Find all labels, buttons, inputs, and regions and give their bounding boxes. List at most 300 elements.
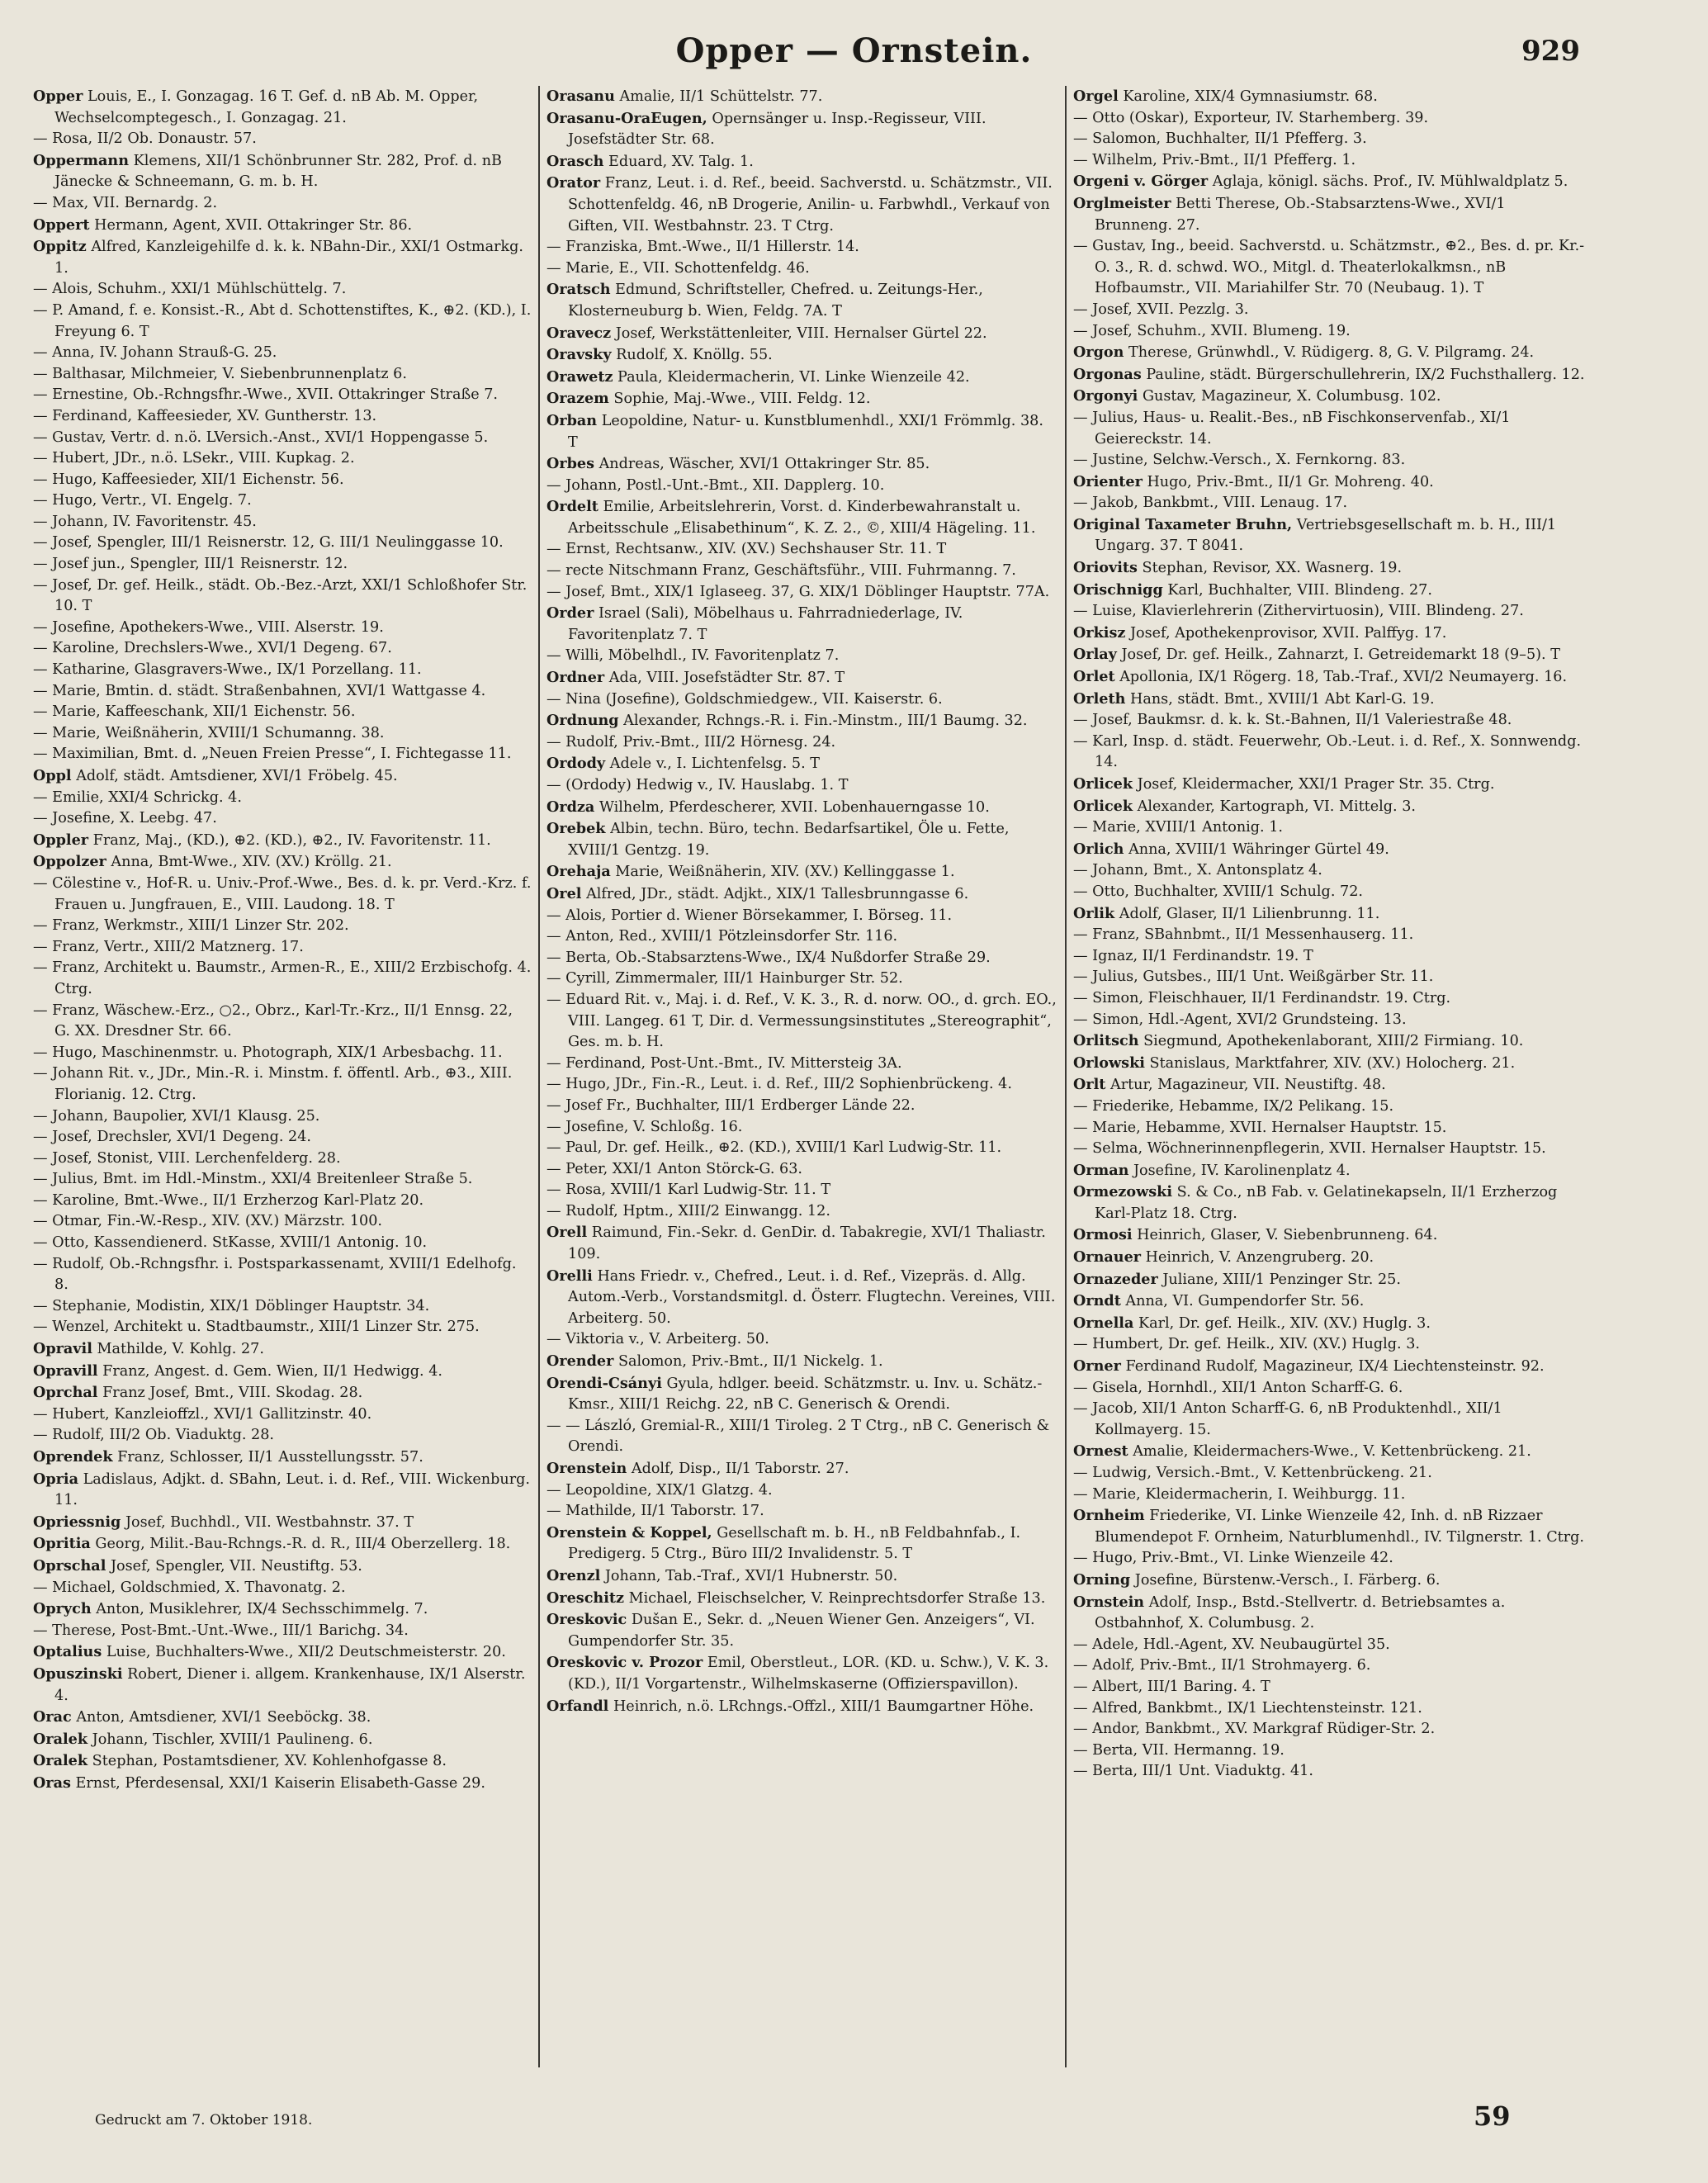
directory-entry [546, 990, 1057, 1054]
entry-text: — Rosa, XVIII/1 Karl Ludwig-Str. 11. T [546, 1181, 831, 1199]
directory-entry [1073, 1548, 1585, 1570]
entry-text: Anna, Bmt-Wwe., XIV. (XV.) Kröllg. 21. [111, 854, 392, 871]
entry-text: — Nina (Josefine), Goldschmiedgew., VII. Kaiserstr. 6. [546, 690, 943, 708]
directory-entry [1073, 1740, 1585, 1762]
entry-text: — Rudolf, Hptm., XIII/2 Einwangg. 12. [546, 1202, 830, 1219]
entry-text: — Adele, Hdl.-Agent, XV. Neubaugürtel 35. [1073, 1636, 1390, 1653]
entry-text: — Berta, III/1 Unt. Viaduktg. 41. [1073, 1763, 1313, 1780]
entry-surname: Orlik [1073, 904, 1115, 922]
entry-text: Hans Friedr. v., Chefred., Leut. i. d. Ref., Vizepräs. d. Allg. Autom.-Verb., Vorstandsmitgl. d. Österr. Flugtechn. Vereines, VIII. Arbeiterg. 50. [568, 1267, 1056, 1327]
entry-surname: Orator [546, 174, 601, 192]
directory-entry [33, 1127, 532, 1148]
directory-entry [33, 1469, 532, 1512]
directory-entry [546, 496, 1057, 539]
directory-entry [33, 428, 532, 449]
entry-surname: Orfandl [546, 1697, 609, 1715]
entry-surname: Ornheim [1073, 1507, 1145, 1525]
directory-entry [33, 830, 532, 852]
directory-entry [546, 646, 1057, 667]
directory-entry [546, 388, 1057, 410]
directory-entry [33, 638, 532, 660]
entry-surname: Oralek [33, 1752, 88, 1770]
directory-entry [1073, 1719, 1585, 1740]
entry-surname: Oprchal [33, 1384, 98, 1402]
entry-text: — Josef, XVII. Pezzlg. 3. [1073, 301, 1249, 318]
entry-text: — Wilhelm, Priv.-Bmt., II/1 Pfefferg. 1. [1073, 151, 1356, 168]
entry-text: — Anna, IV. Johann Strauß-G. 25. [33, 344, 277, 362]
entry-text: Israel (Sali), Möbelhaus u. Fahrradniederlage, IV. Favoritenplatz 7. T [568, 605, 963, 643]
directory-entry [1073, 644, 1585, 666]
entry-text: Betti Therese, Ob.-Stabsarztens-Wwe., XVI/1 Brunneng. 27. [1095, 195, 1506, 234]
entry-text: Michael, Fleischselcher, V. Reinprechtsdorfer Straße 13. [628, 1589, 1046, 1607]
entry-text: — Hugo, JDr., Fin.-R., Leut. i. d. Ref., III/2 Sophienbrückeng. 4. [546, 1076, 1012, 1093]
entry-text: — Alois, Schuhm., XXI/1 Mühlschüttelg. 7. [33, 281, 347, 298]
entry-text: Klemens, XII/1 Schönbrunner Str. 282, Prof. d. nB Jänecke & Schneemann, G. m. b. H. [54, 152, 502, 191]
entry-text: — P. Amand, f. e. Konsist.-R., Abt d. Schottenstiftes, K., ⊕2. (KD.), I. Freyung 6. T [33, 301, 532, 340]
entry-text: Franz, Angest. d. Gem. Wien, II/1 Hedwigg. 4. [102, 1362, 442, 1380]
directory-entry [1073, 1313, 1585, 1335]
directory-entry [33, 1556, 532, 1578]
entry-text: Amalie, Kleidermachers-Wwe., V. Kettenbrückeng. 21. [1133, 1443, 1531, 1461]
directory-entry [33, 575, 532, 618]
entry-text: Franz, Leut. i. d. Ref., beeid. Sachverstd. u. Schätzmstr., VII. Schottenfeldg. 46, nB Drogerie, Anilin- u. Farbwhdl., Verkauf von Giften, VII. Westbahnstr. 23. T Ctrg. [568, 175, 1053, 234]
directory-entry [33, 364, 532, 386]
entry-surname: Original Taxameter Bruhn, [1073, 515, 1293, 533]
directory-entry [33, 1191, 532, 1212]
entry-surname: Orawetz [546, 367, 613, 386]
entry-text: Stephan, Postamtsdiener, XV. Kohlenhofgasse 8. [92, 1753, 447, 1770]
directory-entry [546, 173, 1057, 237]
directory-entry [546, 1222, 1057, 1265]
entry-text: — Otmar, Fin.-W.-Resp., XIV. (XV.) Märzstr. 100. [33, 1213, 383, 1230]
entry-text: Gustav, Magazineur, X. Columbusg. 102. [1142, 388, 1441, 405]
directory-entry [546, 732, 1057, 754]
entry-surname: Orazem [546, 390, 609, 408]
entry-text: — Gustav, Vertr. d. n.ö. LVersich.-Anst., XVI/1 Hoppengasse 5. [33, 429, 489, 446]
entry-surname: Orischnigg [1073, 580, 1163, 599]
entry-text: — Franz, Werkmstr., XIII/1 Linzer Str. 202. [33, 917, 349, 935]
entry-text: Louis, E., I. Gonzagag. 16 T. Gef. d. nB Ab. M. Opper, Wechselcomptegesch., I. Gonzagag. 21. [54, 88, 479, 126]
directory-entry [546, 1351, 1057, 1373]
entry-text: — Rosa, II/2 Ob. Donaustr. 57. [33, 130, 257, 148]
entry-surname: Orenstein & Koppel, [546, 1523, 712, 1541]
entry-surname: Orenstein [546, 1460, 627, 1477]
entry-text: — Simon, Fleischhauer, II/1 Ferdinandstr. 19. Ctrg. [1073, 989, 1451, 1006]
entry-text: Edmund, Schriftsteller, Chefred. u. Zeitungs-Her., Klosterneuburg b. Wien, Feldg. 7A. T [568, 282, 983, 320]
entry-text: Artur, Magazineur, VII. Neustiftg. 48. [1110, 1077, 1386, 1094]
entry-text: — Anton, Red., XVIII/1 Pötzleinsdorfer Str. 116. [546, 928, 898, 945]
entry-text: Hermann, Agent, XVII. Ottakringer Str. 86. [94, 216, 413, 234]
entry-text: Rudolf, X. Knöllg. 55. [616, 347, 773, 364]
entry-text: — Franz, Vertr., XIII/2 Matznerg. 17. [33, 938, 304, 955]
directory-entry [33, 1382, 532, 1404]
directory-entry [1073, 946, 1585, 968]
entry-surname: Orman [1073, 1161, 1129, 1179]
directory-entry [33, 343, 532, 364]
entry-surname: Orelli [546, 1267, 593, 1285]
entry-text: — Rudolf, III/2 Ob. Viaduktg. 28. [33, 1427, 275, 1444]
directory-entry [1073, 1118, 1585, 1139]
entry-text: Johann, Tab.-Traf., XVI/1 Hubnerstr. 50. [604, 1567, 898, 1584]
directory-entry [546, 151, 1057, 173]
directory-entry [1073, 1399, 1585, 1441]
directory-entry [546, 108, 1057, 151]
directory-entry [546, 883, 1057, 906]
entry-text: — Luise, Klavierlehrerin (Zithervirtuosin), VIII. Blindeng. 27. [1073, 603, 1524, 620]
directory-entry [1073, 1441, 1585, 1463]
directory-entry [33, 129, 532, 150]
entry-text: Hans, städt. Bmt., XVIII/1 Abt Karl-G. 19. [1130, 690, 1435, 708]
entry-text: Ferdinand Rudolf, Magazineur, IX/4 Liechtensteinstr. 92. [1125, 1358, 1545, 1376]
directory-entry [33, 533, 532, 554]
directory-entry [1073, 408, 1585, 450]
directory-entry [1073, 386, 1585, 408]
entry-surname: Orlowski [1073, 1054, 1145, 1072]
entry-text: — Rudolf, Ob.-Rchngsfhr. i. Postsparkassenamt, XVIII/1 Edelhofg. 8. [33, 1255, 517, 1294]
entry-text: — Julius, Haus- u. Realit.-Bes., nB Fischkonservenfab., XI/1 Geiereckstr. 14. [1073, 409, 1511, 447]
directory-entry [546, 775, 1057, 797]
directory-entry [546, 344, 1057, 367]
entry-text: Adolf, Disp., II/1 Taborstr. 27. [631, 1461, 849, 1477]
entry-text: — Balthasar, Milchmeier, V. Siebenbrunnenplatz 6. [33, 365, 407, 382]
entry-text: Georg, Milit.-Bau-Rchngs.-R. d. R., III/4 Oberzellerg. 18. [95, 1536, 511, 1553]
entry-text: Dušan E., Sekr. d. „Neuen Wiener Gen. Anzeigers“, VI. Gumpendorfer Str. 35. [568, 1612, 1035, 1650]
directory-entry [33, 1211, 532, 1233]
entry-text: — Hubert, JDr., n.ö. LSekr., VIII. Kupkag. 2. [33, 450, 355, 467]
entry-surname: Orlich [1073, 840, 1124, 858]
directory-entry [546, 1180, 1057, 1201]
entry-text: — Justine, Selchw.-Versch., X. Fernkorng. 83. [1073, 452, 1406, 469]
entry-text: Josef, Werkstättenleiter, VIII. Hernalser Gürtel 22. [615, 324, 987, 342]
entry-text: Salomon, Priv.-Bmt., II/1 Nickelg. 1. [617, 1353, 883, 1371]
directory-entry [33, 1317, 532, 1338]
entry-text: Josef, Buchhdl., VII. Westbahnstr. 37. T [125, 1513, 414, 1531]
entry-surname: Oppl [33, 767, 72, 784]
directory-entry [33, 279, 532, 301]
column-divider [538, 86, 540, 2067]
entry-text: Heinrich, V. Anzengruberg. 20. [1145, 1249, 1374, 1267]
directory-entry [546, 561, 1057, 582]
directory-entry [1073, 601, 1585, 623]
directory-entry [1073, 108, 1585, 130]
directory-entry [1073, 623, 1585, 645]
entry-text: — Marie, Weißnäherin, XVIII/1 Schumanng. 38. [33, 724, 385, 741]
directory-entry [33, 1425, 532, 1447]
entry-text: Adolf, städt. Amtsdiener, XVI/1 Fröbelg. 45. [76, 768, 398, 784]
directory-entry [33, 1447, 532, 1469]
entry-text: — Marie, Hebamme, XVII. Hernalser Hauptstr. 15. [1073, 1119, 1447, 1136]
entry-surname: Oppert [33, 215, 90, 234]
entry-text: — Rudolf, Priv.-Bmt., III/2 Hörnesg. 24. [546, 733, 836, 751]
entry-text: — Josefine, V. Schloßg. 16. [546, 1118, 743, 1135]
directory-entry [1073, 557, 1585, 580]
directory-entry [33, 1773, 532, 1795]
directory-entry [546, 367, 1057, 389]
directory-entry [1073, 1247, 1585, 1269]
entry-text: Heinrich, Glaser, V. Siebenbrunneng. 64. [1137, 1227, 1438, 1244]
entry-text: — Josef, Stonist, VIII. Lerchenfelderg. 28. [33, 1149, 341, 1167]
entry-text: — Humbert, Dr. gef. Heilk., XIV. (XV.) Huglg. 3. [1073, 1336, 1420, 1353]
entry-text: — Viktoria v., V. Arbeiterg. 50. [546, 1331, 769, 1348]
directory-entry [546, 1522, 1057, 1565]
entry-surname: Orkisz [1073, 623, 1126, 642]
entry-text: Karl, Buchhalter, VIII. Blindeng. 27. [1167, 581, 1432, 599]
print-date: Gedruckt am 7. Oktober 1918. [95, 2112, 313, 2129]
directory-entry [33, 1338, 532, 1361]
entry-text: — Josef Fr., Buchhalter, III/1 Erdberger Lände 22. [546, 1096, 916, 1114]
entry-surname: Ornstein [1073, 1593, 1145, 1611]
directory-entry [546, 710, 1057, 732]
entry-surname: Orehaja [546, 863, 611, 881]
directory-entry [546, 237, 1057, 258]
directory-entry [33, 660, 532, 681]
entry-surname: Oriovits [1073, 559, 1138, 577]
entry-text: — Leopoldine, XIX/1 Glatzg. 4. [546, 1481, 773, 1499]
directory-entry [1073, 1053, 1585, 1075]
entry-text: Alexander, Rchngs.-R. i. Fin.-Minstm., III/1 Baumg. 32. [623, 713, 1028, 730]
entry-surname: Orasanu [546, 88, 615, 105]
entry-text: — Hugo, Kaffeesieder, XII/1 Eichenstr. 56. [33, 471, 344, 488]
directory-entry [1073, 988, 1585, 1010]
directory-entry [33, 874, 532, 916]
directory-entry [33, 1001, 532, 1043]
entry-surname: Oppler [33, 831, 89, 849]
entry-text: — Josef, Baukmsr. d. k. k. St.-Bahnen, II/1 Valeriestraße 48. [1073, 712, 1512, 729]
entry-text: Andreas, Wäscher, XVI/1 Ottakringer Str. 85. [599, 456, 930, 473]
entry-surname: Orner [1073, 1357, 1121, 1376]
entry-text: — Josef, Bmt., XIX/1 Iglaseeg. 37, G. XIX/1 Döblinger Hauptstr. 77A. [546, 583, 1050, 600]
entry-text: S. & Co., nB Fab. v. Gelatinekapseln, II/1 Erzherzog Karl-Platz 18. Ctrg. [1095, 1184, 1558, 1222]
entry-text: — Josef, Schuhm., XVII. Blumeng. 19. [1073, 322, 1351, 339]
entry-text: Franz, Schlosser, II/1 Ausstellungsstr. 57. [117, 1449, 423, 1466]
entry-text: — Josef, Spengler, III/1 Reisnerstr. 12, G. III/1 Neulinggasse 10. [33, 534, 504, 552]
directory-entry [33, 1106, 532, 1128]
page-footer [0, 2100, 1708, 2158]
directory-entry [1073, 1181, 1585, 1224]
directory-entry [33, 215, 532, 237]
entry-surname: Ornella [1073, 1314, 1134, 1332]
entry-surname: Orebek [546, 820, 606, 838]
entry-text: Gesellschaft m. b. H., nB Feldbahnfab., I. Predigerg. 5 Ctrg., Büro III/2 Invalidenstr. 5. T [568, 1524, 1021, 1563]
directory-entry [33, 406, 532, 428]
directory-entry [1073, 514, 1585, 557]
entry-text: Josef, Spengler, VII. Neustiftg. 53. [110, 1557, 362, 1575]
entry-text: — Willi, Möbelhdl., IV. Favoritenplatz 7. [546, 647, 840, 665]
entry-surname: Oprschal [33, 1556, 106, 1575]
directory-entry [546, 968, 1057, 990]
directory-entry [33, 301, 532, 343]
entry-text: — Gisela, Hornhdl., XII/1 Anton Scharff-G. 6. [1073, 1379, 1403, 1396]
entry-surname: Oppermann [33, 151, 129, 169]
directory-entry [546, 1329, 1057, 1351]
entry-text: — Katharine, Glasgravers-Wwe., IX/1 Porzellang. 11. [33, 661, 422, 679]
entry-text: — Otto, Kassendienerd. StKasse, XVIII/1 Antonig. 10. [33, 1234, 428, 1252]
entry-text: — — László, Gremial-R., XIII/1 Tiroleg. 2 T Ctrg., nB C. Generisch & Orendi. [546, 1417, 1050, 1456]
entry-text: Franz Josef, Bmt., VIII. Skodag. 28. [102, 1385, 363, 1402]
entry-surname: Ordza [546, 798, 595, 816]
entry-text: — Hugo, Vertr., VI. Engelg. 7. [33, 492, 252, 509]
entry-text: — Eduard Rit. v., Maj. i. d. Ref., V. K. 3., R. d. norw. OO., d. grch. EO., VIII. Langeg. 61 T, Dir. d. Vermessungsinstitutes „Stereographit“, Ges. m. b. H. [546, 991, 1057, 1051]
entry-text: Juliane, XIII/1 Penzinger Str. 25. [1162, 1271, 1401, 1288]
entry-text: — Andor, Bankbmt., XV. Markgraf Rüdiger-Str. 2. [1073, 1721, 1436, 1738]
entry-text: — Selma, Wöchnerinnenpflegerin, XVII. Hernalser Hauptstr. 15. [1073, 1140, 1546, 1158]
directory-entry [546, 926, 1057, 948]
directory-entry [33, 236, 532, 279]
entry-text: Josef, Kleidermacher, XXI/1 Prager Str. 35. Ctrg. [1137, 776, 1495, 793]
directory-entry [33, 1578, 532, 1599]
entry-surname: Orel [546, 884, 582, 902]
entry-text: Gyula, hdlger. beeid. Schätzmstr. u. Inv. u. Schätz.-Kmsr., XIII/1 Reichg. 22, nB C. Generisch & Orendi. [568, 1375, 1043, 1414]
entry-surname: Ordelt [546, 498, 599, 516]
directory-entry [33, 1233, 532, 1254]
entry-text: — Simon, Hdl.-Agent, XVI/2 Grundsteing. 13. [1073, 1011, 1407, 1028]
directory-entry [33, 193, 532, 215]
entry-text: — Marie, Kaffeeschank, XII/1 Eichenstr. 56. [33, 703, 356, 721]
entry-text: Anna, XVIII/1 Währinger Gürtel 49. [1128, 841, 1389, 858]
directory-entry [1073, 1074, 1585, 1096]
entry-text: — Johann, Postl.-Unt.-Bmt., XII. Dapplerg. 10. [546, 476, 885, 494]
entry-text: Vertriebsgesellschaft m. b. H., III/1 Ungarg. 37. T 8041. [1095, 516, 1557, 555]
directory-entry [546, 1696, 1057, 1718]
entry-surname: Optalius [33, 1643, 102, 1661]
directory-entry [546, 1588, 1057, 1610]
directory-entry [546, 1117, 1057, 1139]
directory-entry [33, 470, 532, 491]
entry-text: — Franz, Wäschew.-Erz., ○2., Obrz., Karl-Tr.-Krz., II/1 Ennsg. 22, G. XX. Dresdner Str. 66. [33, 1002, 513, 1040]
directory-entry [33, 1664, 532, 1707]
directory-entry [546, 1458, 1057, 1480]
entry-text: — Maximilian, Bmt. d. „Neuen Freien Presse“, I. Fichtegasse 11. [33, 746, 512, 763]
entry-text: Eduard, XV. Talg. 1. [608, 153, 754, 170]
directory-entry [1073, 1030, 1585, 1053]
entry-surname: Ormezowski [1073, 1183, 1173, 1201]
entry-text: Friederike, VI. Linke Wienzeile 42, Inh. d. nB Rizzaer Blumendepot F. Ornheim, Naturblumenhdl., IV. Tilgnerstr. 1. Ctrg. [1095, 1508, 1585, 1546]
entry-surname: Ordnung [546, 712, 619, 730]
entry-surname: Oprendek [33, 1448, 113, 1466]
directory-entry [33, 385, 532, 406]
entry-text: Therese, Grünwhdl., V. Rüdigerg. 8, G. V. Pilgramg. 24. [1128, 344, 1535, 362]
entry-text: Heinrich, n.ö. LRchngs.-Offzl., XIII/1 Baumgartner Höhe. [613, 1698, 1034, 1715]
entry-text: — Berta, VII. Hermanng. 19. [1073, 1741, 1285, 1759]
entry-text: Siegmund, Apothekenlaborant, XIII/2 Firmiang. 10. [1143, 1033, 1524, 1050]
directory-entry [546, 279, 1057, 322]
directory-entry [1073, 732, 1585, 774]
directory-entry [33, 916, 532, 937]
entry-text: — Emilie, XXI/4 Schrickg. 4. [33, 788, 242, 806]
entry-text: Karoline, XIX/4 Gymnasiumstr. 68. [1123, 88, 1378, 105]
entry-text: — Adolf, Priv.-Bmt., II/1 Strohmayerg. 6. [1073, 1657, 1371, 1674]
entry-text: — Mathilde, II/1 Taborstr. 17. [546, 1503, 764, 1520]
entry-text: — Berta, Ob.-Stabsarztens-Wwe., IX/4 Nußdorfer Straße 29. [546, 949, 991, 966]
entry-text: — Josefine, Apothekers-Wwe., VIII. Alserstr. 19. [33, 618, 384, 636]
entry-surname: Orleth [1073, 689, 1126, 708]
entry-surname: Ordody [546, 755, 606, 773]
directory-entry [1073, 839, 1585, 861]
entry-text: — Ludwig, Versich.-Bmt., V. Kettenbrückeng. 21. [1073, 1465, 1432, 1481]
directory-entry [33, 1750, 532, 1773]
directory-entry [1073, 129, 1585, 150]
entry-surname: Orenzl [546, 1566, 601, 1584]
directory-entry [1073, 364, 1585, 386]
entry-text: Adolf, Insp., Bstd.-Stellvertr. d. Betriebsamtes a. Ostbahnhof, X. Columbusg. 2. [1095, 1593, 1506, 1632]
directory-entry [546, 1201, 1057, 1223]
entry-text: — Marie, Kleidermacherin, I. Weihburgg. 11. [1073, 1485, 1406, 1503]
entry-surname: Orgeni v. Görger [1073, 173, 1209, 191]
directory-entry [1073, 493, 1585, 514]
entry-text: Anna, VI. Gumpendorfer Str. 56. [1125, 1293, 1365, 1310]
entry-surname: Opper [33, 88, 83, 105]
entry-surname: Orell [546, 1224, 588, 1242]
directory-entry [1073, 450, 1585, 471]
directory-entry [546, 258, 1057, 280]
directory-entry [546, 539, 1057, 561]
entry-text: — Marie, E., VII. Schottenfeldg. 46. [546, 259, 810, 277]
directory-entry [546, 1652, 1057, 1695]
directory-entry [1073, 1356, 1585, 1378]
entry-surname: Orndt [1073, 1292, 1121, 1310]
entry-text: Amalie, II/1 Schüttelstr. 77. [619, 88, 823, 105]
directory-entry [546, 1159, 1057, 1181]
entry-text: Alfred, JDr., städt. Adjkt., XIX/1 Tallesbrunngasse 6. [586, 885, 969, 902]
directory-entry [546, 582, 1057, 604]
entry-text: — Julius, Gutsbes., III/1 Unt. Weißgärber Str. 11. [1073, 968, 1434, 986]
directory-entry [546, 86, 1057, 108]
entry-text: Mathilde, V. Kohlg. 27. [97, 1341, 264, 1358]
entry-surname: Opravill [33, 1361, 98, 1380]
directory-entry [1073, 236, 1585, 300]
entry-surname: Orgon [1073, 343, 1124, 362]
entry-surname: Ordner [546, 669, 605, 687]
directory-entry [33, 765, 532, 788]
entry-text: — Franz, Architekt u. Baumstr., Armen-R., E., XIII/2 Erzbischofg. 4. Ctrg. [33, 959, 532, 997]
entry-text: Ernst, Pferdesensal, XXI/1 Kaiserin Elisabeth-Gasse 29. [75, 1774, 485, 1792]
directory-entry [33, 1148, 532, 1170]
directory-entry [546, 410, 1057, 453]
entry-surname: Opria [33, 1470, 78, 1488]
directory-entry [546, 603, 1057, 646]
entry-text: Leopoldine, Natur- u. Kunstblumenhdl., XXI/1 Frömmlg. 38. T [568, 412, 1043, 451]
entry-text: — Salomon, Buchhalter, II/1 Pfefferg. 3. [1073, 130, 1367, 148]
entry-text: Raimund, Fin.-Sekr. d. GenDir. d. Tabakregie, XVI/1 Thaliastr. 109. [568, 1224, 1046, 1263]
entry-surname: Orlicek [1073, 775, 1133, 793]
entry-text: — Josefine, X. Leebg. 47. [33, 810, 217, 827]
entry-surname: Orgonyi [1073, 387, 1138, 405]
entry-text: — Paul, Dr. gef. Heilk., ⊕2. (KD.), XVIII/1 Karl Ludwig-Str. 11. [546, 1139, 1002, 1157]
entry-text: — Cölestine v., Hof-R. u. Univ.-Prof.-Wwe., Bes. d. k. pr. Verd.-Krz. f. Frauen u. Jungfrauen, E., VIII. Laudong. 18. T [33, 874, 532, 913]
entry-surname: Orgonas [1073, 365, 1142, 383]
entry-text: — Stephanie, Modistin, XIX/1 Döblinger Hauptstr. 34. [33, 1297, 430, 1314]
directory-entry [546, 753, 1057, 775]
directory-entry [546, 323, 1057, 345]
directory-entry [33, 1621, 532, 1642]
entry-text: — Friederike, Hebamme, IX/2 Pelikang. 15. [1073, 1097, 1394, 1115]
entry-text: Sophie, Maj.-Wwe., VIII. Feldg. 12. [613, 391, 871, 408]
directory-entry [1073, 710, 1585, 732]
entry-text: Stephan, Revisor, XX. Wasnerg. 19. [1142, 560, 1403, 577]
directory-entry [546, 667, 1057, 689]
directory-entry [546, 1501, 1057, 1522]
directory-entry [1073, 171, 1585, 193]
directory-entry [33, 512, 532, 533]
entry-text: — Josef, Drechsler, XVI/1 Degeng. 24. [33, 1129, 312, 1146]
directory-entry [33, 937, 532, 959]
entry-text: — Otto (Oskar), Exporteur, IV. Starhemberg. 39. [1073, 109, 1429, 126]
directory-entry [1073, 1290, 1585, 1313]
entry-text: — Hugo, Maschinenmstr. u. Photograph, XIX/1 Arbesbachg. 11. [33, 1044, 503, 1061]
entry-surname: Ornauer [1073, 1248, 1142, 1267]
directory-entry [546, 1565, 1057, 1588]
directory-entry [33, 1729, 532, 1751]
